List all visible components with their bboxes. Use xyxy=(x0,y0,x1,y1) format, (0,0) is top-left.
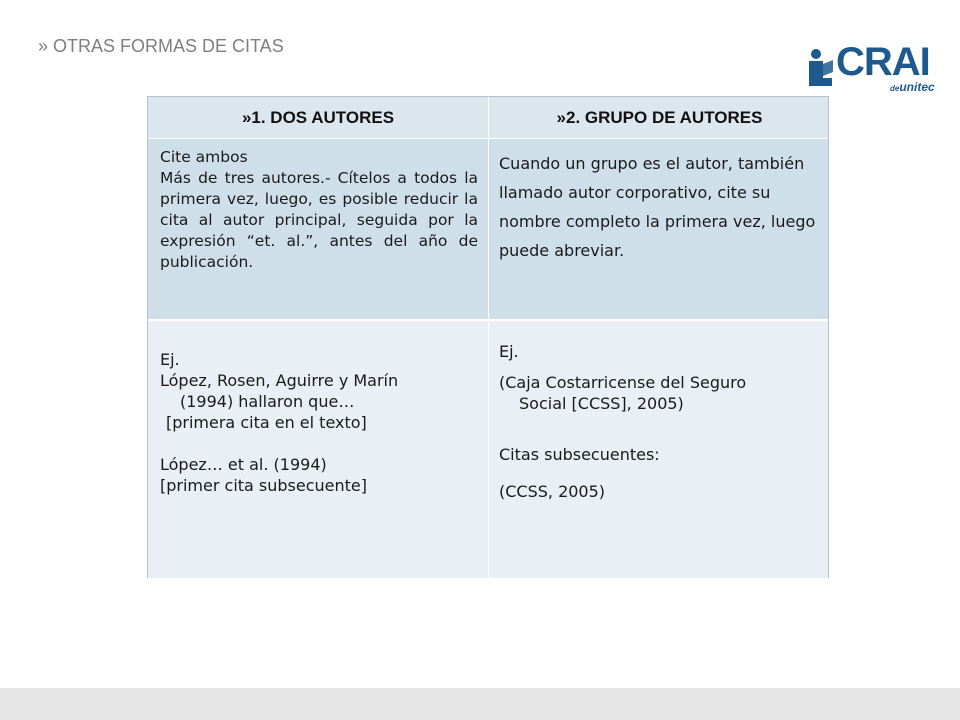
dos-autores-text xyxy=(160,147,478,273)
body-cell-grupo-autores xyxy=(489,139,830,319)
grupo-autores-example xyxy=(499,341,821,502)
example2-line4: (CCSS, 2005) xyxy=(499,482,606,501)
example1-line5: [primer cita subsecuente] xyxy=(160,476,368,495)
logo-sub-main: unitec xyxy=(899,80,935,94)
table-header-row xyxy=(148,97,828,140)
table-example-row xyxy=(148,321,828,578)
example1-line4: López… et al. (1994) xyxy=(160,455,327,474)
slide-title: » OTRAS FORMAS DE CITAS xyxy=(38,36,284,56)
example2-line1: (Caja Costarricense del Seguro xyxy=(499,373,747,392)
dos-autores-line1: Cite ambos xyxy=(160,148,248,166)
header-dos-autores: »1. DOS AUTORES xyxy=(148,97,489,138)
example1-label: Ej. xyxy=(160,350,180,369)
example2-line2: Social [CCSS], 2005) xyxy=(519,394,684,413)
logo-sub-small: de xyxy=(890,84,900,93)
example-cell-dos-autores xyxy=(148,321,489,578)
example1-line3: [primera cita en el texto] xyxy=(166,413,367,432)
dos-autores-line2: Más de tres autores.- Cítelos a todos la primera vez, luego, es posible reducir la cita al autor principal, seguida por la expresión “et. al.”, antes del año de publicación. xyxy=(160,169,478,271)
logo-sub-text xyxy=(890,80,935,94)
table-body-row xyxy=(148,139,828,321)
example1-line2: (1994) hallaron que… xyxy=(180,392,355,411)
dos-autores-example xyxy=(160,349,478,496)
header-grupo-autores: »2. GRUPO DE AUTORES xyxy=(556,107,763,127)
body-cell-dos-autores xyxy=(148,139,489,319)
logo-main-text: CRAI xyxy=(836,40,930,84)
footer-band xyxy=(0,688,960,720)
person-reading-icon xyxy=(806,48,836,88)
example2-label: Ej. xyxy=(499,342,519,361)
example1-line1: López, Rosen, Aguirre y Marín xyxy=(160,371,399,390)
example-cell-grupo-autores xyxy=(489,321,830,578)
grupo-autores-text: Cuando un grupo es el autor, también llamado autor corporativo, cite su nombre completo la primera vez, luego puede abreviar. xyxy=(499,154,816,260)
crai-logo xyxy=(806,42,946,94)
example1-spacer xyxy=(160,433,478,454)
example2-line3: Citas subsecuentes: xyxy=(499,445,660,464)
citation-table xyxy=(147,96,829,578)
